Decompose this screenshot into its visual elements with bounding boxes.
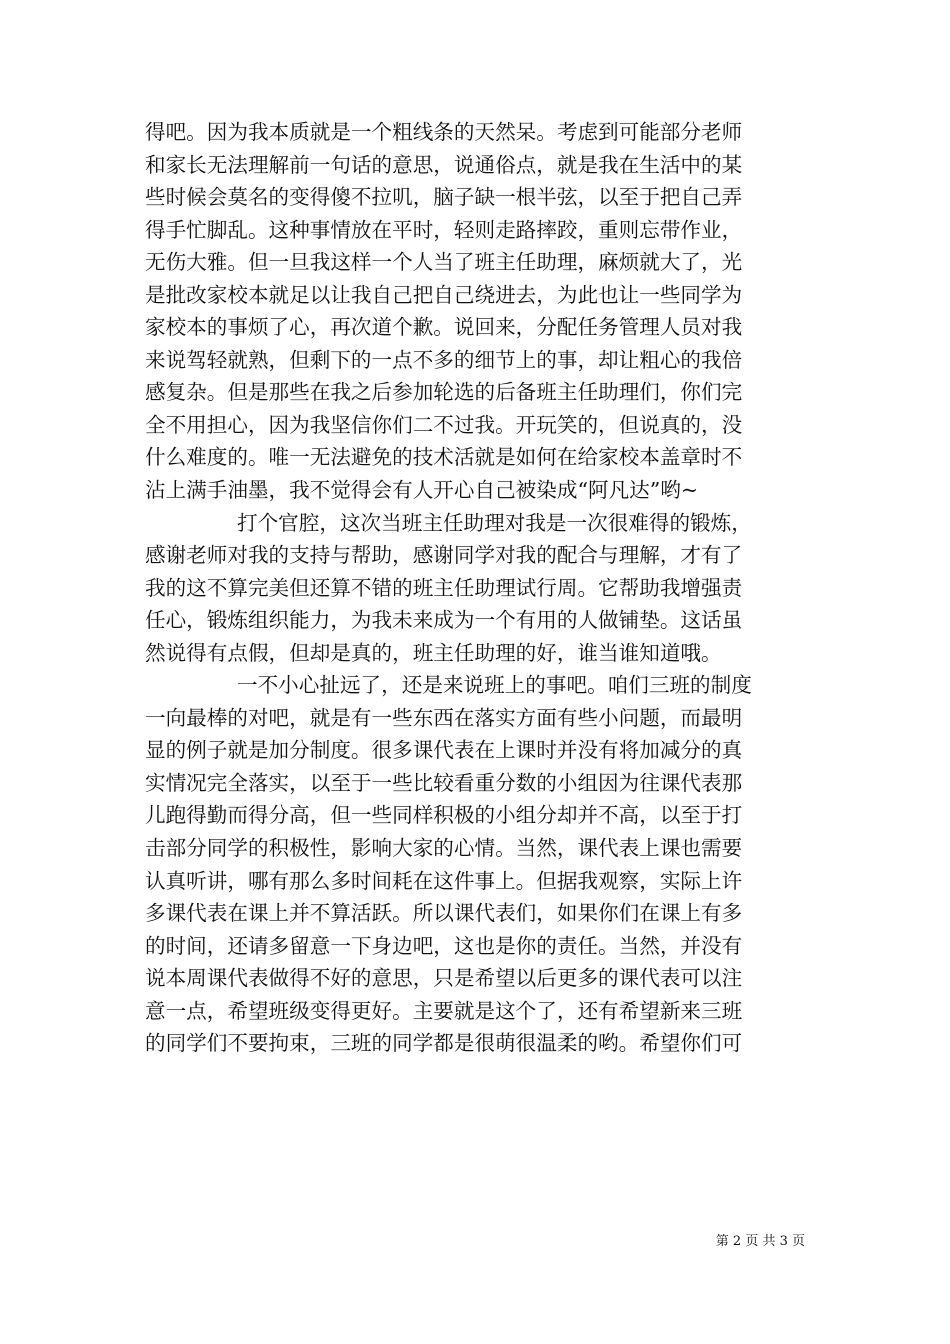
text-line: 无伤大雅。但一旦我这样一个人当了班主任助理，麻烦就大了，光	[145, 250, 743, 275]
text-line: 感谢老师对我的支持与帮助，感谢同学对我的配合与理解，才有了	[145, 543, 743, 568]
text-line: 的同学们不要拘束，三班的同学都是很萌很温柔的哟。希望你们可	[145, 1031, 743, 1056]
body-text	[145, 116, 805, 1060]
text-line: 任心，锻炼组织能力，为我未来成为一个有用的人做铺垫。这话虽	[145, 608, 743, 633]
text-line: 感复杂。但是那些在我之后参加轮选的后备班主任助理们，你们完	[145, 380, 743, 405]
text-line: 的时间，还请多留意一下身边吧，这也是你的责任。当然，并没有	[145, 933, 743, 958]
text-line: 实情况完全落实，以至于一些比较看重分数的小组因为往课代表那	[145, 770, 743, 795]
paragraph-first-line: 一不小心扯远了，还是来说班上的事吧。咱们三班的制度	[237, 673, 752, 698]
text-line: 沾上满手油墨，我不觉得会有人开心自己被染成“阿凡达”哟~	[145, 478, 699, 503]
text-line: 和家长无法理解前一句话的意思，说通俗点，就是我在生活中的某	[145, 152, 743, 177]
text-line: 些时候会莫名的变得傻不拉叽，脑子缺一根半弦，以至于把自己弄	[145, 185, 743, 210]
text-line: 说本周课代表做得不好的意思，只是希望以后更多的课代表可以注	[145, 966, 743, 991]
text-line: 家校本的事烦了心，再次道个歉。说回来，分配任务管理人员对我	[145, 315, 743, 340]
text-line: 显的例子就是加分制度。很多课代表在上课时并没有将加减分的真	[145, 738, 743, 763]
text-line: 全不用担心，因为我坚信你们二不过我。开玩笑的，但说真的，没	[145, 412, 743, 437]
text-line: 多课代表在课上并不算活跃。所以课代表们，如果你们在课上有多	[145, 901, 743, 926]
text-line: 我的这不算完美但还算不错的班主任助理试行周。它帮助我增强责	[145, 575, 743, 600]
text-line: 然说得有点假，但却是真的，班主任助理的好，谁当谁知道哦。	[145, 640, 722, 665]
text-line: 来说驾轻就熟，但剩下的一点不多的细节上的事，却让粗心的我倍	[145, 347, 743, 372]
text-line: 击部分同学的积极性，影响大家的心情。当然，课代表上课也需要	[145, 836, 743, 861]
text-line: 意一点，希望班级变得更好。主要就是这个了，还有希望新来三班	[145, 998, 743, 1023]
text-line: 得手忙脚乱。这种事情放在平时，轻则走路摔跤，重则忘带作业，	[145, 217, 743, 242]
page-number: 第 2 页 共 3 页	[715, 1234, 805, 1249]
paragraph-first-line: 打个官腔，这次当班主任助理对我是一次很难得的锻炼，	[237, 510, 752, 535]
text-line: 一向最棒的对吧，就是有一些东西在落实方面有些小问题，而最明	[145, 705, 743, 730]
text-line: 是批改家校本就足以让我自己把自己绕进去，为此也让一些同学为	[145, 282, 743, 307]
text-line: 儿跑得勤而得分高，但一些同样积极的小组分却并不高，以至于打	[145, 803, 743, 828]
text-line: 认真听讲，哪有那么多时间耗在这件事上。但据我观察，实际上许	[145, 868, 743, 893]
text-line: 什么难度的。唯一无法避免的技术活就是如何在给家校本盖章时不	[145, 445, 743, 470]
text-line: 得吧。因为我本质就是一个粗线条的天然呆。考虑到可能部分老师	[145, 120, 743, 144]
